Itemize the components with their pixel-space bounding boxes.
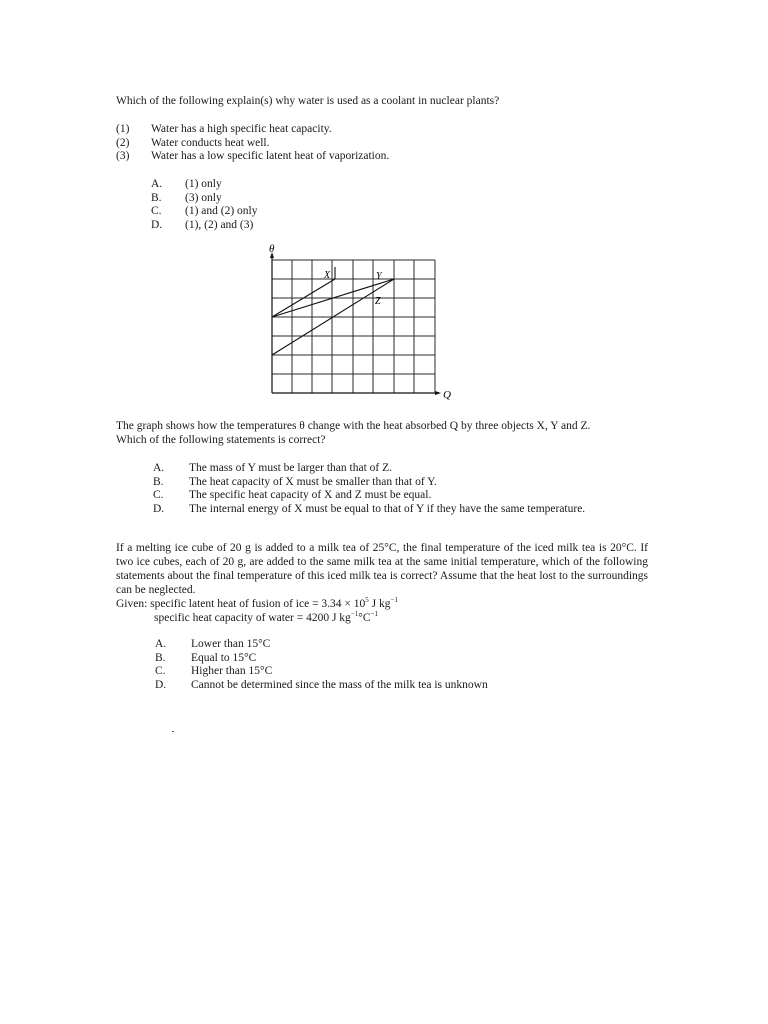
q1-option: [151, 178, 258, 192]
unit: J kg: [368, 598, 391, 610]
q3-stem-text: If a melting ice cube of 20 g is added to a milk tea of 25°C, the final temperature of the iced milk tea is 20°C. If two ice cubes, each of 20 g, are added to the same milk tea at the same initial temperature, which of the following statements about the final temperature of this iced milk tea is correct? Assume that the heat lost to the surroundings can be neglected.: [116, 542, 648, 596]
q2-stem: [116, 420, 656, 447]
line-label-y: Y: [376, 271, 382, 282]
option-letter: A.: [155, 638, 167, 650]
option-letter: B.: [151, 191, 162, 204]
q3-option: [155, 652, 488, 666]
given-latent-heat: Given: specific latent heat of fusion of ice = 3.34 × 10: [116, 598, 366, 610]
q2-option: [153, 476, 585, 490]
graph-grid: [272, 260, 435, 393]
q1-options: [151, 178, 258, 232]
q1-statements: [116, 123, 389, 164]
q2-stem-line: Which of the following statements is correct?: [116, 433, 326, 446]
option-text: (1) and (2) only: [185, 205, 258, 217]
option-letter: C.: [151, 205, 162, 217]
statement-text: Water conducts heat well.: [151, 136, 270, 149]
exponent: 5: [365, 596, 369, 605]
option-text: Equal to 15°C: [191, 651, 257, 664]
exponent: −1: [350, 610, 359, 619]
given-specific-heat: specific heat capacity of water = 4200 J kg: [154, 612, 351, 624]
q3-given-line1: [116, 597, 648, 611]
q2-option: [153, 489, 585, 503]
q1-stem: Which of the following explain(s) why water is used as a coolant in nuclear plants?: [116, 95, 500, 107]
q3-given-line2: [116, 611, 648, 625]
q1-option: [151, 219, 258, 233]
q2-option: [153, 462, 585, 476]
option-text: The heat capacity of X must be smaller than that of Y.: [189, 475, 437, 488]
option-letter: B.: [155, 651, 166, 664]
q2-options: [153, 462, 585, 516]
option-text: (1), (2) and (3): [185, 218, 254, 231]
option-letter: C.: [155, 665, 166, 677]
q1-option: [151, 205, 258, 219]
q3-options: [155, 638, 488, 692]
option-text: The specific heat capacity of X and Z must be equal.: [189, 489, 432, 501]
option-letter: C.: [153, 489, 164, 501]
q3-option: [155, 665, 488, 679]
exponent: −1: [370, 610, 378, 619]
option-letter: D.: [153, 502, 165, 515]
option-text: Higher than 15°C: [191, 665, 273, 677]
x-axis-arrow: [435, 391, 441, 395]
x-axis-label: Q: [443, 389, 451, 401]
option-letter: A.: [151, 178, 163, 190]
option-text: The mass of Y must be larger than that of Z.: [189, 462, 393, 474]
y-axis-label: θ: [269, 243, 275, 255]
option-letter: A.: [153, 462, 165, 474]
statement-text: Water has a high specific heat capacity.: [151, 123, 332, 135]
q1-statement: [116, 123, 389, 137]
statement-text: Water has a low specific latent heat of vaporization.: [151, 150, 390, 162]
option-letter: B.: [153, 475, 164, 488]
scan-speck: [172, 731, 174, 732]
option-text: The internal energy of X must be equal to that of Y if they have the same temperature.: [189, 502, 586, 515]
option-text: Cannot be determined since the mass of the milk tea is unknown: [191, 678, 488, 691]
line-label-z: Z: [375, 296, 381, 307]
q2-stem-line: The graph shows how the temperatures θ change with the heat absorbed Q by three objects X, Y and Z.: [116, 420, 591, 432]
q3-option: [155, 679, 488, 693]
option-letter: D.: [155, 678, 167, 691]
statement-number: (3): [116, 150, 130, 162]
q1-statement: [116, 137, 389, 151]
q1-statement: [116, 150, 389, 164]
unit: °C: [358, 612, 371, 624]
q2-option: [153, 503, 585, 517]
option-text: (1) only: [185, 178, 222, 190]
exponent: −1: [390, 596, 398, 605]
q3-option: [155, 638, 488, 652]
option-text: Lower than 15°C: [191, 638, 271, 650]
option-text: (3) only: [185, 191, 222, 204]
statement-number: (2): [116, 136, 130, 149]
q1-option: [151, 192, 258, 206]
option-letter: D.: [151, 218, 163, 231]
line-label-x: X: [324, 270, 331, 281]
q3-stem: [116, 541, 648, 625]
statement-number: (1): [116, 123, 130, 135]
theta-q-graph: [255, 243, 455, 403]
